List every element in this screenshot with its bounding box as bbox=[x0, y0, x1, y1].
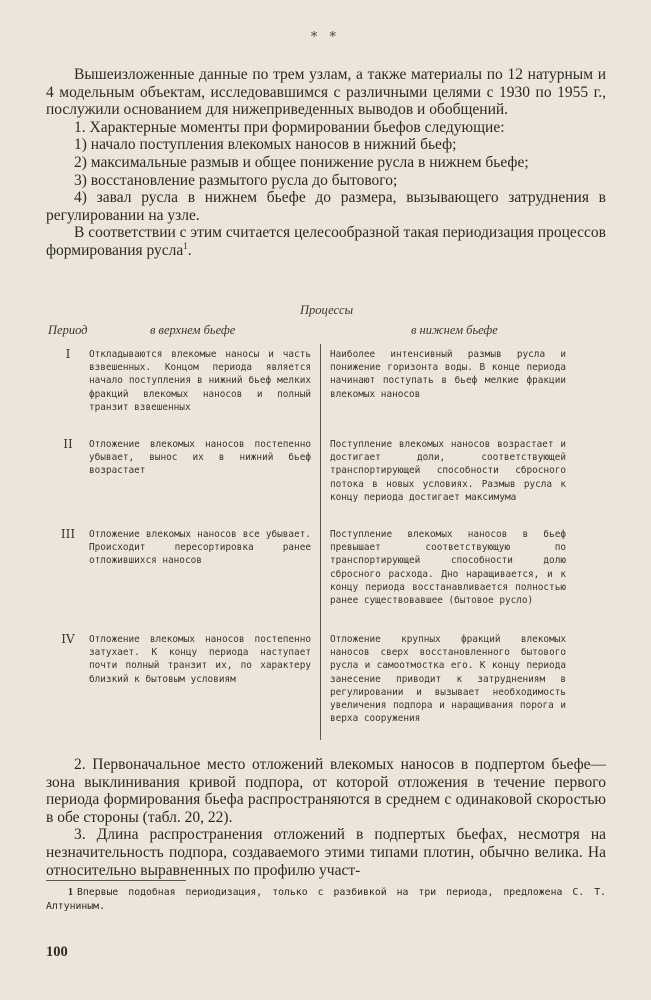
intro-paragraph: 1) начало поступления влекомых наносов в нижний бьеф; bbox=[74, 136, 457, 154]
table-upper-header: в верхнем бьефе bbox=[150, 323, 236, 337]
upper-pool-cell: Откладываются влекомые наносы и часть взвешенных. Концом периода является начало поступления в нижний бьеф мелких фракций влекомых наносов и полный транзит взвешенных bbox=[89, 349, 311, 413]
intro-paragraph: 1. Характерные моменты при формировании бьефов следующие: bbox=[74, 118, 505, 136]
footnote-text: Впервые подобная периодизация, только с разбивкой на три периода, предложена С. Т. Алтуниным. bbox=[46, 887, 606, 912]
conclusions-text bbox=[46, 756, 606, 879]
footnote-rule bbox=[46, 880, 186, 881]
table-column-divider bbox=[320, 344, 321, 740]
page-number: 100 bbox=[46, 944, 68, 960]
lower-pool-cell: Поступление влекомых наносов возрастает и достигает доли, соответствующей транспортирующей способности сбросного потока в новых условиях. Размыв русла к концу периода достигает максимума bbox=[330, 439, 566, 503]
section-separator: * * bbox=[310, 30, 341, 45]
footnote-mark: 1 bbox=[68, 887, 73, 898]
intro-paragraph-last bbox=[46, 224, 606, 259]
upper-pool-cell: Отложение влекомых наносов постепенно затухает. К концу периода наступает почти полный транзит их, по характеру близкий к бытовым условиям bbox=[89, 634, 311, 685]
conclusion-paragraph: 3. Длина распространения отложений в подпертых бьефах, несмотря на незначительность подпора, создаваемого этими типами плотин, обычно велика. На относительно выравненных по профилю участ- bbox=[46, 826, 606, 879]
conclusion-paragraph: 2. Первоначальное место отложений влекомых наносов в подпертом бьефе—зона выклинивания кривой подпора, от которой отложения в течение первого периода формирования бьефа распространяются в среднем с одинаковой скоростью в обе стороны (табл. 20, 22). bbox=[46, 756, 606, 826]
period-number: II bbox=[63, 437, 73, 451]
period-number: III bbox=[60, 527, 76, 541]
intro-paragraph: 3) восстановление размытого русла до бытового; bbox=[74, 171, 398, 189]
footnote-reference: 1 bbox=[183, 240, 188, 251]
intro-last-end: . bbox=[187, 241, 192, 259]
intro-text bbox=[46, 66, 606, 260]
upper-pool-cell: Отложение влекомых наносов все убывает. Происходит пересортировка ранее отложившихся наносов bbox=[89, 529, 311, 567]
intro-paragraph: 4) завал русла в нижнем бьефе до размера, вызывающего затруднения в регулировании на узле. bbox=[46, 189, 606, 224]
lower-pool-cell: Отложение крупных фракций влекомых наносов сверх восстановленного бытового русла и самоотмостка его. К концу периода занесение приводит к затруднениям в регулировании и вызывает необходимость увеличения подпора и наращивания порога и верха сооружения bbox=[330, 634, 566, 725]
table-processes-header: Процессы bbox=[300, 303, 354, 317]
lower-pool-cell: Поступление влекомых наносов в бьеф превышает соответствующую по транспортирующей способности долю сбросного расхода. Дно наращивается, и к концу периода восстанавливается полностью ранее существовавшее (бытовое русло) bbox=[330, 529, 566, 607]
table-lower-header: в нижнем бьефе bbox=[411, 323, 498, 337]
lower-pool-cell: Наиболее интенсивный размыв русла и понижение горизонта воды. В конце периода начинают поступать в бьеф мелкие фракции влекомых наносов bbox=[330, 349, 566, 400]
footnote bbox=[46, 886, 606, 913]
intro-last-text: В соответствии с этим считается целесообразной такая периодизация процессов формирования русла bbox=[46, 224, 606, 259]
intro-paragraph: 2) максимальные размыв и общее понижение русла в нижнем бьефе; bbox=[74, 153, 529, 171]
table-period-header: Период bbox=[48, 323, 88, 337]
intro-paragraph: Вышеизложенные данные по трем узлам, а также материалы по 12 натурным и 4 модельным объектам, исследовавшимся с различными целями с 1930 по 1955 г., послужили основанием для нижеприведенных выводов и обобщений. bbox=[46, 66, 606, 119]
period-number: IV bbox=[61, 632, 75, 646]
upper-pool-cell: Отложение влекомых наносов постепенно убывает, вынос их в нижний бьеф возрастает bbox=[89, 439, 311, 477]
period-number: I bbox=[65, 347, 71, 361]
